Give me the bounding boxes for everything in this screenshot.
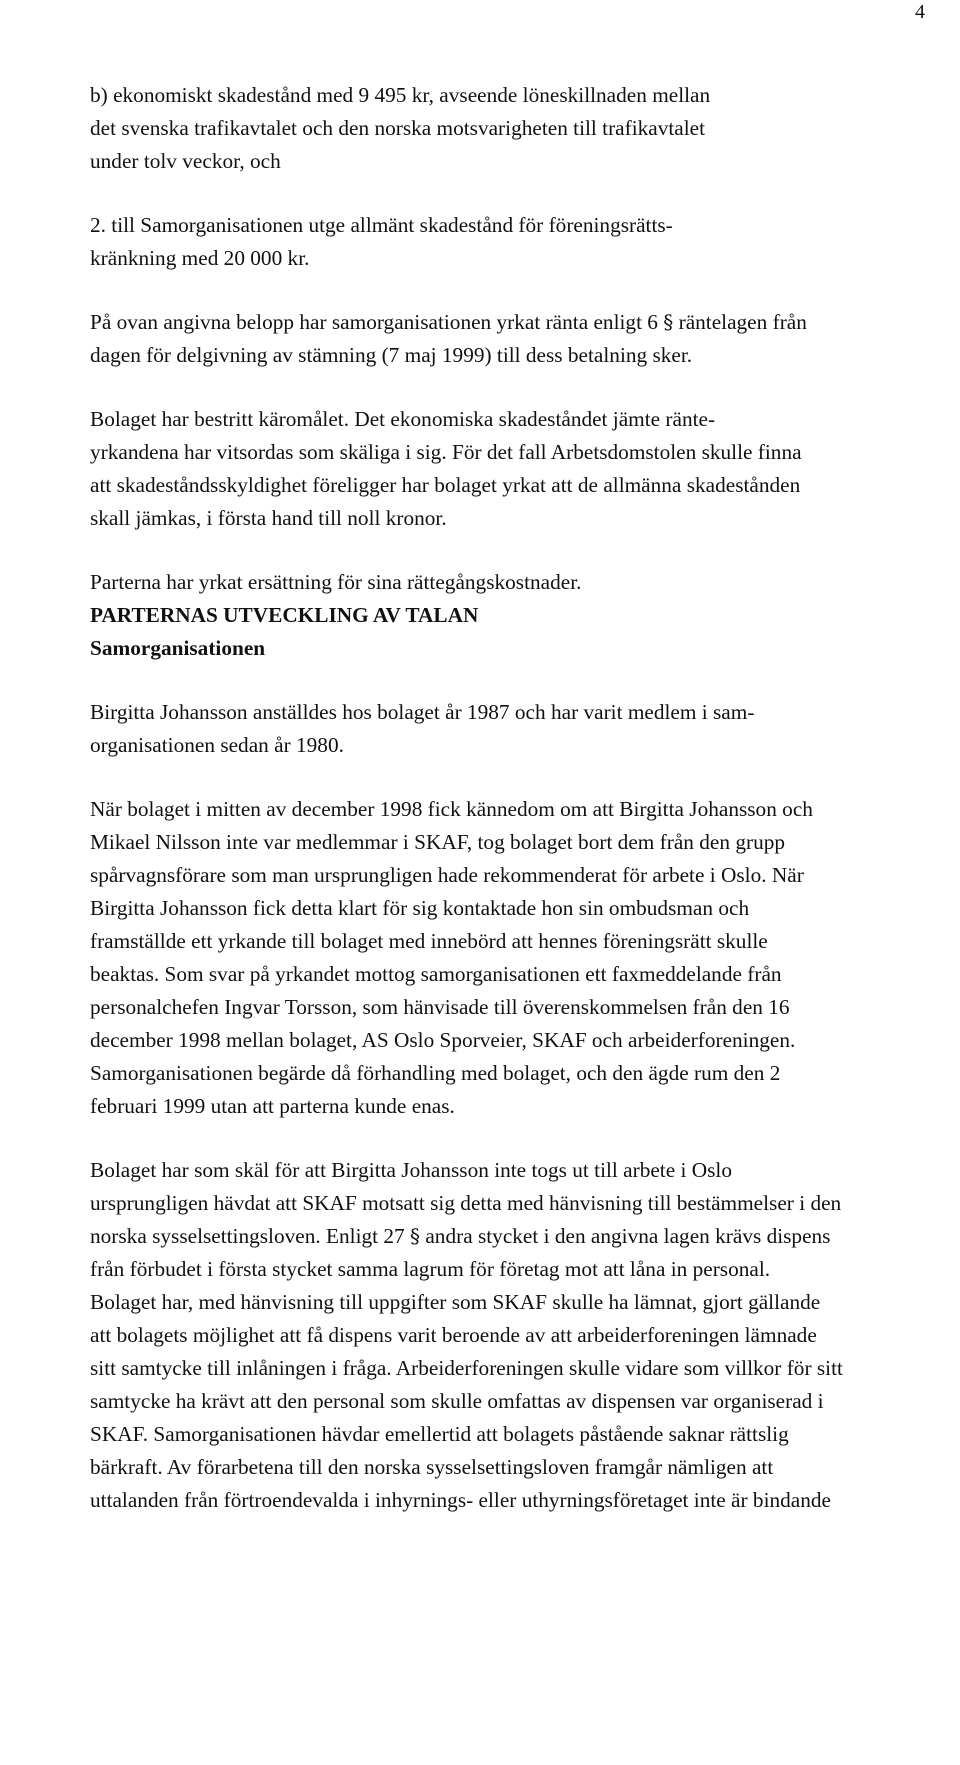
text-line: samtycke ha krävt att den personal som skulle omfattas av dispensen var organiserad i	[90, 1389, 824, 1413]
text-line: februari 1999 utan att parterna kunde enas.	[90, 1094, 455, 1118]
text-line: Bolaget har bestritt käromålet. Det ekonomiska skadeståndet jämte ränte-	[90, 407, 716, 431]
paragraph-employment	[90, 696, 950, 762]
text-line: bärkraft. Av förarbetena till den norska sysselsettingsloven framgår nämligen att	[90, 1455, 774, 1479]
text-line: b) ekonomiskt skadestånd med 9 495 kr, avseende löneskillnaden mellan	[90, 83, 711, 107]
text-line: spårvagnsförare som man ursprungligen hade rekommenderat för arbete i Oslo. När	[90, 863, 804, 887]
paragraph-claim-b	[90, 79, 950, 178]
text-line: När bolaget i mitten av december 1998 fick kännedom om att Birgitta Johansson och	[90, 797, 813, 821]
text-line	[90, 306, 950, 339]
text-line: Mikael Nilsson inte var medlemmar i SKAF, tog bolaget bort dem från den grupp	[90, 830, 786, 854]
text-line: det svenska trafikavtalet och den norska motsvarigheten till trafikavtalet	[90, 116, 706, 140]
text-line: Samorganisationen begärde då förhandling med bolaget, och den ägde rum den 2	[90, 1061, 781, 1085]
section-sign: §	[663, 310, 674, 334]
paragraph-costs	[90, 566, 950, 599]
text-segment: andra stycket i den angivna lagen krävs dispens	[420, 1224, 831, 1248]
subsection-heading: Samorganisationen	[90, 636, 266, 660]
text-line: uttalanden från förtroendevalda i inhyrnings- eller uthyrningsföretaget inte är bindande	[90, 1488, 831, 1512]
paragraph-interest	[90, 306, 950, 372]
text-segment: räntelagen från	[673, 310, 807, 334]
paragraph-dispute	[90, 403, 950, 535]
text-line: 2. till Samorganisationen utge allmänt skadestånd för föreningsrätts-	[90, 213, 673, 237]
text-line: framställde ett yrkande till bolaget med innebörd att hennes föreningsrätt skulle	[90, 929, 768, 953]
text-line: beaktas. Som svar på yrkandet mottog samorganisationen ett faxmeddelande från	[90, 962, 782, 986]
text-line: att skadeståndsskyldighet föreligger har bolaget yrkat att de allmänna skadestånden	[90, 473, 801, 497]
text-line: skall jämkas, i första hand till noll kronor.	[90, 506, 447, 530]
text-segment: På ovan angivna belopp har samorganisationen yrkat ränta enligt 6	[90, 310, 664, 334]
section-heading: PARTERNAS UTVECKLING AV TALAN	[90, 603, 479, 627]
text-line: Bolaget har, med hänvisning till uppgifter som SKAF skulle ha lämnat, gjort gällande	[90, 1290, 821, 1314]
text-segment: norska sysselsettingsloven. Enligt 27	[90, 1224, 411, 1248]
section-sign: §	[410, 1224, 421, 1248]
text-line: från förbudet i första stycket samma lagrum för företag mot att låna in personal.	[90, 1257, 771, 1281]
text-line: personalchefen Ingvar Torsson, som hänvisade till överenskommelsen från den 16	[90, 995, 790, 1019]
text-line: ursprungligen hävdat att SKAF motsatt sig detta med hänvisning till bestämmelser i den	[90, 1191, 842, 1215]
text-line: sitt samtycke till inlåningen i fråga. Arbeiderforeningen skulle vidare som villkor för sitt	[90, 1356, 843, 1380]
document-body	[90, 79, 950, 1517]
text-line: organisationen sedan år 1980.	[90, 733, 344, 757]
text-line: kränkning med 20 000 kr.	[90, 246, 310, 270]
text-line: att bolagets möjlighet att få dispens varit beroende av att arbeiderforeningen lämnade	[90, 1323, 817, 1347]
text-line: december 1998 mellan bolaget, AS Oslo Sporveier, SKAF och arbeiderforeningen.	[90, 1028, 796, 1052]
text-line: Birgitta Johansson anställdes hos bolaget år 1987 och har varit medlem i sam-	[90, 700, 755, 724]
text-line: Bolaget har som skäl för att Birgitta Johansson inte togs ut till arbete i Oslo	[90, 1158, 732, 1182]
paragraph-december	[90, 793, 950, 1123]
text-line: Parterna har yrkat ersättning för sina rättegångskostnader.	[90, 570, 582, 594]
paragraph-reason	[90, 1154, 950, 1517]
text-line: dagen för delgivning av stämning (7 maj 1999) till dess betalning sker.	[90, 343, 693, 367]
text-line: under tolv veckor, och	[90, 149, 281, 173]
text-line: SKAF. Samorganisationen hävdar emellertid att bolagets påstående saknar rättslig	[90, 1422, 789, 1446]
text-line: Birgitta Johansson fick detta klart för sig kontaktade hon sin ombudsman och	[90, 896, 750, 920]
page-number: 4	[915, 1, 925, 23]
paragraph-claim-2	[90, 209, 950, 275]
text-line	[90, 1220, 950, 1253]
text-line: yrkandena har vitsordas som skäliga i sig. För det fall Arbetsdomstolen skulle finna	[90, 440, 802, 464]
